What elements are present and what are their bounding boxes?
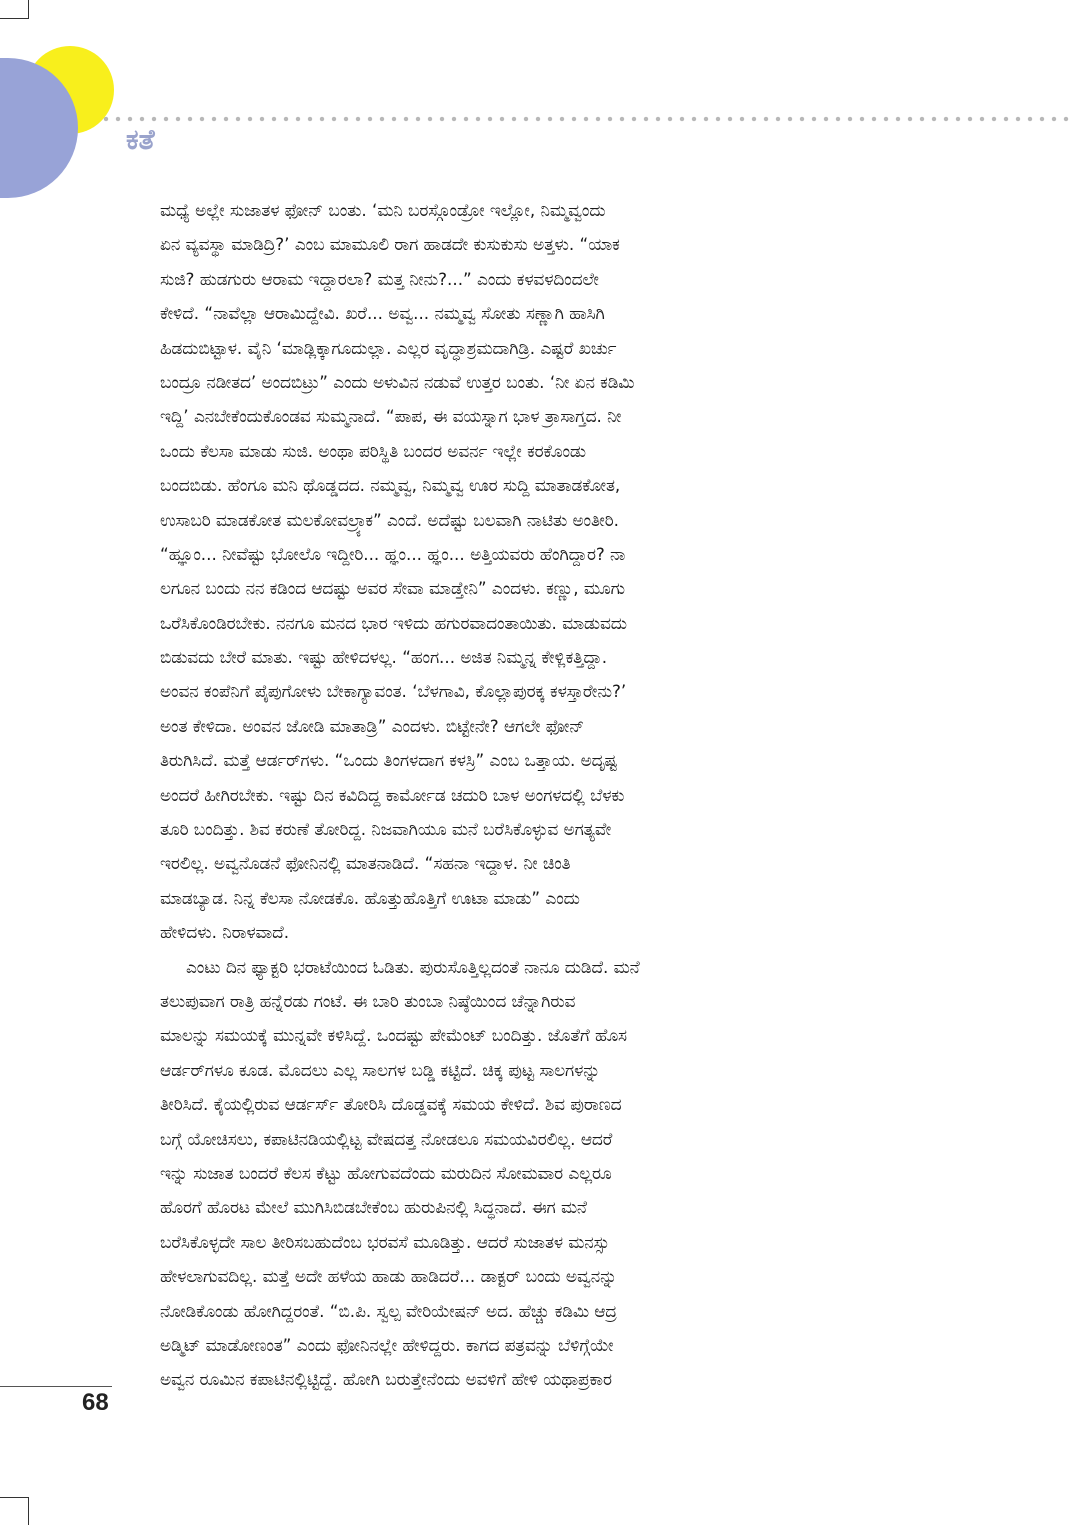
text-line: ತೂರಿ ಬಂದಿತ್ತು. ಶಿವ ಕರುಣೆ ತೋರಿದ್ದ. ನಿಜವಾಗಿಯೂ ಮನೆ ಬರೆಸಿಕೊಳ್ಳುವ ಅಗತ್ಯವೇ <box>160 819 612 840</box>
text-line: ಅಂದರೆ ಹೀಗಿರಬೇಕು. ಇಷ್ಟು ದಿನ ಕವಿದಿದ್ದ ಕಾರ್ಮೋಡ ಚದುರಿ ಬಾಳ ಅಂಗಳದಲ್ಲಿ ಬೆಳಕು <box>160 784 625 805</box>
text-line: ಆರ್ಡರ್‌ಗಳೂ ಕೂಡ. ಮೊದಲು ಎಲ್ಲ ಸಾಲಗಳ ಬಡ್ಡಿ ಕಟ್ಟಿದೆ. ಚಿಕ್ಕ ಪುಟ್ಟ ಸಾಲಗಳನ್ನು <box>160 1059 601 1080</box>
paragraph <box>160 950 910 1397</box>
text-line: ಎಂಟು ದಿನ ಫ್ಯಾಕ್ಟರಿ ಭರಾಟೆಯಿಂದ ಓಡಿತು. ಪುರುಸೊತ್ತಿಲ್ಲದಂತೆ ನಾನೂ ದುಡಿದೆ. ಮನೆ <box>186 956 640 977</box>
text-line: ಸುಜಿ? ಹುಡಗುರು ಆರಾಮ ಇದ್ದಾರಲಾ? ಮತ್ತ ನೀನು?...” ಎಂದು ಕಳವಳದಿಂದಲೇ <box>160 268 599 289</box>
text-line: ಇದ್ದಿ’ ಎನಬೇಕೆಂದುಕೊಂಡವ ಸುಮ್ಮನಾದೆ. “ಪಾಪ, ಈ ವಯಸ್ನಾಗ ಭಾಳ ತ್ರಾಸಾಗ್ತದ. ನೀ <box>160 406 622 427</box>
text-line: ತಲುಪುವಾಗ ರಾತ್ರಿ ಹನ್ನೆರಡು ಗಂಟೆ. ಈ ಬಾರಿ ತುಂಬಾ ನಿಷ್ಠೆಯಿಂದ ಚೆನ್ನಾಗಿರುವ <box>160 990 576 1011</box>
section-label: ಕತೆ <box>126 123 155 156</box>
text-line: ಹೊರಗೆ ಹೊರಟ ಮೇಲೆ ಮುಗಿಸಿಬಿಡಬೇಕೆಂಬ ಹುರುಪಿನಲ್ಲಿ ಸಿದ್ಧನಾದೆ. ಈಗ ಮನೆ <box>160 1197 587 1218</box>
text-line: ಅಂವನ ಕಂಪೆನಿಗೆ ಪೈಪುಗೋಳು ಬೇಕಾಗ್ಯಾವಂತ. ‘ಬೆಳಗಾವಿ, ಕೊಲ್ಲಾಪುರಕ್ಕ ಕಳಸ್ತಾರೇನು?’ <box>160 681 627 702</box>
text-line: ಒಂದು ಕೆಲಸಾ ಮಾಡು ಸುಜಿ. ಅಂಥಾ ಪರಿಸ್ಥಿತಿ ಬಂದರ ಅವರ್ನ ಇಲ್ಲೇ ಕರಕೊಂಡು <box>160 440 586 461</box>
text-line: ಬಂದಬಿಡು. ಹೆಂಗೂ ಮನಿ ಥೊಡ್ಡದದ. ನಮ್ಮವ್ವ, ನಿಮ್ಮವ್ವ ಊರ ಸುದ್ದಿ ಮಾತಾಡಕೋತ, <box>160 475 621 496</box>
text-line: ಕೇಳಿದೆ. “ನಾವೆಲ್ಲಾ ಆರಾಮಿದ್ದೇವಿ. ಖರೆ... ಅವ್ವ... ನಮ್ಮವ್ವ ಸೋತು ಸಣ್ಣಾಗಿ ಹಾಸಿಗಿ <box>160 303 605 324</box>
text-line: ಮಾಲನ್ನು ಸಮಯಕ್ಕೆ ಮುನ್ನವೇ ಕಳಿಸಿದ್ದೆ. ಒಂದಷ್ಟು ಪೇಮೆಂಟ್ ಬಂದಿತ್ತು. ಜೊತೆಗೆ ಹೊಸ <box>160 1025 627 1046</box>
text-line: ಬಂದ್ರೂ ನಡೀತದ’ ಅಂದಬಿಟ್ರು” ಎಂದು ಅಳುವಿನ ನಡುವೆ ಉತ್ತರ ಬಂತು. ‘ನೀ ಏನ ಕಡಿಮಿ <box>160 371 635 392</box>
crop-mark-bottom-horizontal <box>0 1497 29 1498</box>
text-line: ಹೇಳಿದಳು. ನಿರಾಳವಾದೆ. <box>160 922 290 943</box>
dotted-rule <box>100 116 1072 122</box>
corner-circles-decoration <box>0 0 120 205</box>
text-line: ಏನ ವ್ಯವಸ್ಥಾ ಮಾಡಿದ್ರಿ?’ ಎಂಬ ಮಾಮೂಲಿ ರಾಗ ಹಾಡದೇ ಕುಸುಕುಸು ಅತ್ತಳು. “ಯಾಕ <box>160 234 620 255</box>
text-line: ಇನ್ನು ಸುಜಾತ ಬಂದರೆ ಕೆಲಸ ಕೆಟ್ಟು ಹೋಗುವದೆಂದು ಮರುದಿನ ಸೋಮವಾರ ಎಲ್ಲರೂ <box>160 1162 612 1183</box>
text-line: ಇರಲಿಲ್ಲ. ಅವ್ವನೊಡನೆ ಫೋನಿನಲ್ಲಿ ಮಾತನಾಡಿದೆ. “ಸಹನಾ ಇದ್ದಾಳ. ನೀ ಚಿಂತಿ <box>160 853 571 874</box>
crop-mark-bottom-vertical <box>28 1497 29 1525</box>
footer-rule <box>0 1386 112 1387</box>
text-line: ಅಂತ ಕೇಳಿದಾ. ಅಂವನ ಜೋಡಿ ಮಾತಾಡ್ರಿ” ಎಂದಳು. ಬಿಟ್ಟೇನೇ? ಆಗಲೇ ಫೋನ್ <box>160 715 585 736</box>
text-line: ಹೇಳಲಾಗುವದಿಲ್ಲ. ಮತ್ತೆ ಅದೇ ಹಳೆಯ ಹಾಡು ಹಾಡಿದರೆ... ಡಾಕ್ಟರ್ ಬಂದು ಅವ್ವನನ್ನು <box>160 1266 618 1287</box>
paragraph <box>160 193 910 950</box>
text-line: ಹಿಡದುಬಿಟ್ಟಾಳ. ವೈನಿ ‘ಮಾಡ್ಲಿಕ್ಕಾಗೂದುಲ್ಲಾ. ಎಲ್ಲರ ವೃದ್ಧಾಶ್ರಮದಾಗಿಡ್ರಿ. ಎಷ್ಟರೆ ಖರ್ಚು <box>160 337 617 358</box>
text-line: ಮಾಡಬ್ಯಾಡ. ನಿನ್ನ ಕೆಲಸಾ ನೋಡಕೊ. ಹೊತ್ತುಹೊತ್ತಿಗೆ ಊಟಾ ಮಾಡು” ಎಂದು <box>160 887 580 908</box>
page-number: 68 <box>82 1389 109 1416</box>
text-line: ನೋಡಿಕೊಂಡು ಹೋಗಿದ್ದರಂತೆ. “ಬಿ.ಪಿ. ಸ್ವಲ್ಪ ವೇರಿಯೇಷನ್ ಅದ. ಹೆಚ್ಚು ಕಡಿಮಿ ಆದ್ರ <box>160 1300 617 1321</box>
text-line: ಲಗೂನ ಬಂದು ನನ ಕಡಿಂದ ಆದಷ್ಟು ಅವರ ಸೇವಾ ಮಾಡ್ತೇನಿ” ಎಂದಳು. ಕಣ್ಣು, ಮೂಗು <box>160 578 625 599</box>
text-line: ಬರೆಸಿಕೊಳ್ಳದೇ ಸಾಲ ತೀರಿಸಬಹುದೆಂಬ ಭರವಸೆ ಮೂಡಿತ್ತು. ಆದರೆ ಸುಜಾತಳ ಮನಸ್ಸು <box>160 1231 610 1252</box>
text-line: ಬಿಡುವದು ಬೇರೆ ಮಾತು. ಇಷ್ಟು ಹೇಳಿದಳಲ್ಲ. “ಹಂಗ... ಅಜಿತ ನಿಮ್ಮನ್ನ ಕೇಳ್ಲಿಕತ್ತಿದ್ದಾ. <box>160 647 608 668</box>
text-line: “ಹ್ಞೂಂ... ನೀವೆಷ್ಟು ಭೋಲೊ ಇದ್ದೀರಿ... ಹ್ಞಂ... ಹ್ಞಂ... ಅತ್ತಿಯವರು ಹೆಂಗಿದ್ದಾರ? ನಾ <box>160 543 626 564</box>
text-line: ಒರೆಸಿಕೊಂಡಿರಬೇಕು. ನನಗೂ ಮನದ ಭಾರ ಇಳಿದು ಹಗುರವಾದಂತಾಯಿತು. ಮಾಡುವದು <box>160 612 627 633</box>
story-body <box>160 193 910 1397</box>
text-line: ಅವ್ವನ ರೂಮಿನ ಕಪಾಟಿನಲ್ಲಿಟ್ಟಿದ್ದೆ. ಹೋಗಿ ಬರುತ್ತೇನೆಂದು ಅವಳಿಗೆ ಹೇಳಿ ಯಥಾಪ್ರಕಾರ <box>160 1369 612 1390</box>
text-line: ಉಸಾಬರಿ ಮಾಡಕೋತ ಮಲಕೋವಲ್ರ್ಯಾಕ” ಎಂದೆ. ಅದೆಷ್ಟು ಬಲವಾಗಿ ನಾಟಿತು ಅಂತೀರಿ. <box>160 509 619 530</box>
text-line: ತಿರುಗಿಸಿದೆ. ಮತ್ತೆ ಆರ್ಡರ್‌ಗಳು. “ಒಂದು ತಿಂಗಳದಾಗ ಕಳಸ್ರಿ” ಎಂಬ ಒತ್ತಾಯ. ಅದೃಷ್ಟ <box>160 750 618 771</box>
text-line: ತೀರಿಸಿದೆ. ಕೈಯಲ್ಲಿರುವ ಆರ್ಡರ್ಸ್ ತೋರಿಸಿ ದೊಡ್ಡವಕ್ಕೆ ಸಮಯ ಕೇಳಿದೆ. ಶಿವ ಪುರಾಣದ <box>160 1094 622 1115</box>
text-line: ಅಡ್ಮಿಟ್ ಮಾಡೋಣಂತ” ಎಂದು ಫೋನಿನಲ್ಲೇ ಹೇಳಿದ್ದರು. ಕಾಗದ ಪತ್ರವನ್ನು ಬೆಳಿಗ್ಗೆಯೇ <box>160 1334 614 1355</box>
text-line: ಬಗ್ಗೆ ಯೋಚಿಸಲು, ಕಪಾಟಿನಡಿಯಲ್ಲಿಟ್ಟ ವೇಷದತ್ತ ನೋಡಲೂ ಸಮಯವಿರಲಿಲ್ಲ. ಆದರೆ <box>160 1128 613 1149</box>
text-line: ಮಧ್ಯೆ ಅಲ್ಲೇ ಸುಜಾತಳ ಫೋನ್ ಬಂತು. ‘ಮನಿ ಬರಸ್ಗೊಂಡ್ರೋ ಇಲ್ಲೋ, ನಿಮ್ಮವ್ವಂದು <box>160 200 606 220</box>
